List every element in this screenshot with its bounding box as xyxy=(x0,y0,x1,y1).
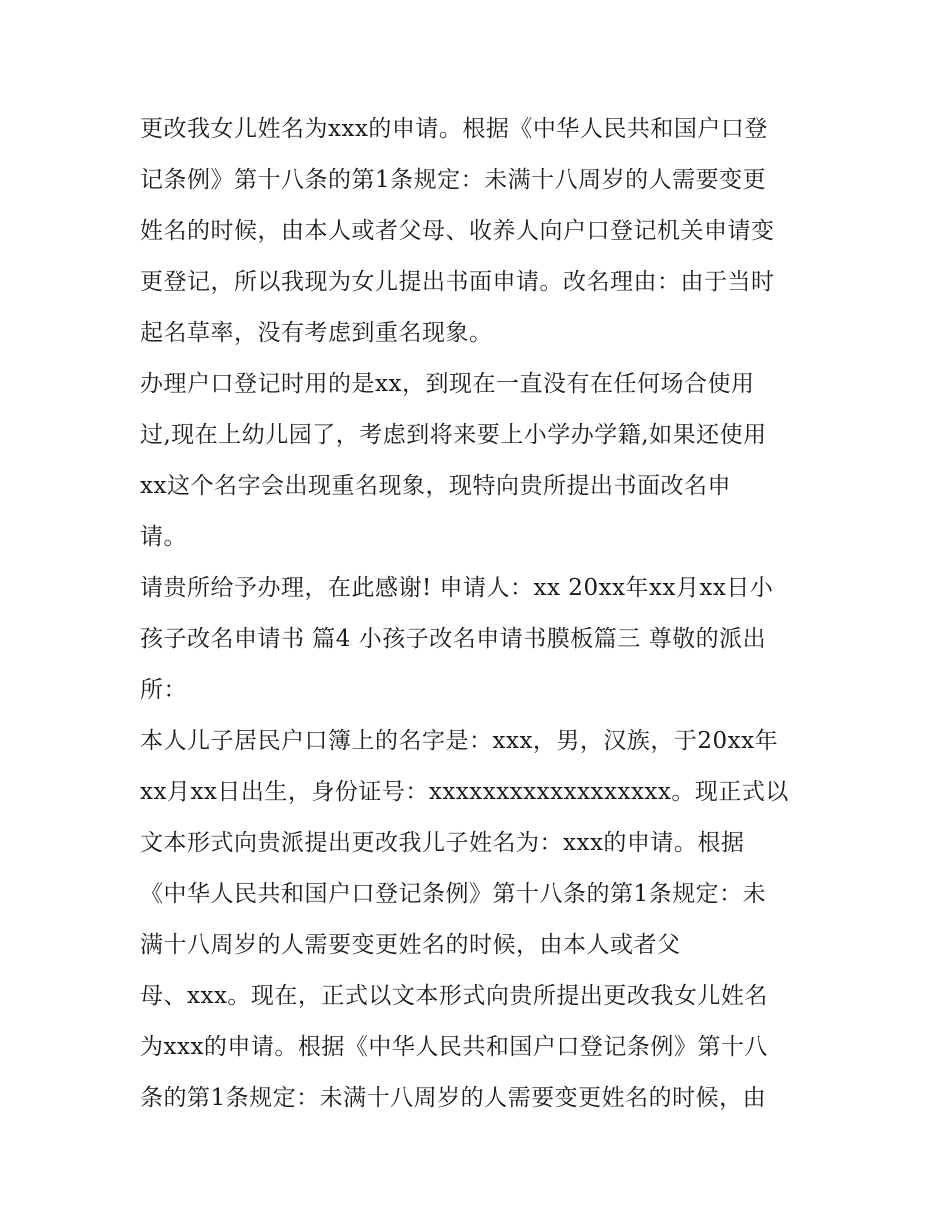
text-line: 本人儿子居民户口簿上的名字是：xxx，男，汉族，于20xx年 xyxy=(140,728,779,754)
text-line: 姓名的时候，由本人或者父母、收养人向户口登记机关申请变 xyxy=(140,218,775,244)
text-line: 文本形式向贵派提出更改我儿子姓名为：xxx的申请。根据 xyxy=(140,830,745,856)
text-line: 为xxx的申请。根据《中华人民共和国户口登记条例》第十八 xyxy=(140,1034,768,1060)
document-body xyxy=(140,104,820,1124)
text-line: 条的第1条规定：未满十八周岁的人需要变更姓名的时候，由 xyxy=(140,1085,767,1111)
text-line: 请。 xyxy=(140,524,187,550)
text-line: 满十八周岁的人需要变更姓名的时候，由本人或者父 xyxy=(140,932,681,958)
text-line: 孩子改名申请书 篇4 小孩子改名申请书膜板篇三 尊敬的派出 xyxy=(140,626,767,652)
text-line: 起名草率，没有考虑到重名现象。 xyxy=(140,320,493,346)
text-line: 《中华人民共和国户口登记条例》第十八条的第1条规定：未 xyxy=(140,881,767,907)
text-line: 更登记，所以我现为女儿提出书面申请。改名理由：由于当时 xyxy=(140,269,775,295)
text-line: 过,现在上幼儿园了，考虑到将来要上小学办学籍,如果还使用 xyxy=(140,422,767,448)
text-line: 请贵所给予办理，在此感谢! 申请人：xx 20xx年xx月xx日小 xyxy=(140,575,774,601)
text-line: 所： xyxy=(140,677,187,703)
text-line: 更改我女儿姓名为xxx的申请。根据《中华人民共和国户口登 xyxy=(140,116,768,142)
text-line: xx这个名字会出现重名现象，现特向贵所提出书面改名申 xyxy=(140,473,731,499)
text-line: 记条例》第十八条的第1条规定：未满十八周岁的人需要变更 xyxy=(140,167,767,193)
text-line: 办理户口登记时用的是xx，到现在一直没有在任何场合使用 xyxy=(140,371,755,397)
text-line: 母、xxx。现在，正式以文本形式向贵所提出更改我女儿姓名 xyxy=(140,983,768,1009)
text-line: xx月xx日出生，身份证号：xxxxxxxxxxxxxxxxxx。现正式以 xyxy=(140,779,789,805)
